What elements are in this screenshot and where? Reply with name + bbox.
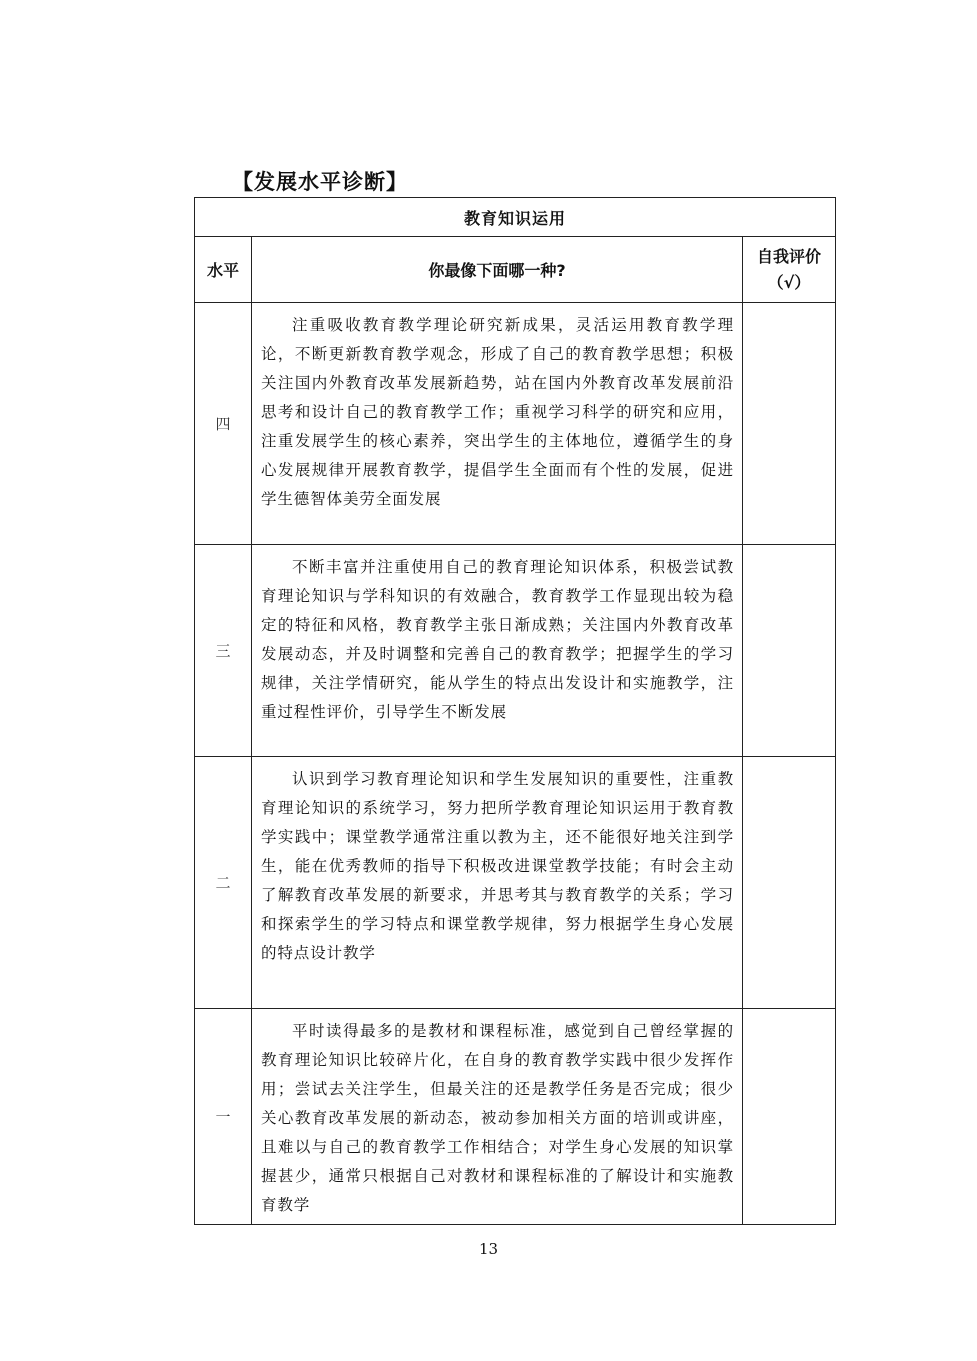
header-self-eval-line1: 自我评价 [757,246,822,266]
page-number: 13 [478,1240,499,1258]
level-cell: 三 [195,545,252,757]
description-cell: 不断丰富并注重使用自己的教育理论知识体系，积极尝试教育理论知识与学科知识的有效融合，教育教学工作显现出较为稳定的特征和风格，教育教学主张日渐成熟；关注国内外教育改革发展动态，并及时调整和完善自己的教育教学；把握学生的学习规律，关注学情研究，能从学生的特点出发设计和实施教学，注重过程性评价，引导学生不断发展 [252,545,743,757]
table-title-row [195,198,836,237]
description-cell: 平时读得最多的是教材和课程标准，感觉到自己曾经掌握的教育理论知识比较碎片化，在自身的教育教学实践中很少发挥作用；尝试去关注学生，但最关注的还是教学任务是否完成；很少关心教育改革发展的新动态，被动参加相关方面的培训或讲座，且难以与自己的教育教学工作相结合；对学生身心发展的知识掌握甚少，通常只根据自己对教材和课程标准的了解设计和实施教育教学 [252,1009,743,1225]
table-row [195,757,836,1009]
section-heading: 【发展水平诊断】 [232,170,408,194]
header-self-eval [743,237,836,303]
table-header-row [195,237,836,303]
header-self-eval-line2: （√） [767,272,811,292]
table-title: 教育知识运用 [195,198,836,237]
self-eval-cell[interactable] [743,1009,836,1225]
self-eval-cell[interactable] [743,545,836,757]
level-cell: 四 [195,303,252,545]
self-eval-cell[interactable] [743,757,836,1009]
header-question: 你最像下面哪一种? [252,237,743,303]
level-cell: 二 [195,757,252,1009]
level-cell: 一 [195,1009,252,1225]
table-row [195,1009,836,1225]
table-row [195,303,836,545]
diagnosis-table [194,197,836,1225]
header-level: 水平 [195,237,252,303]
description-cell: 注重吸收教育教学理论研究新成果，灵活运用教育教学理论，不断更新教育教学观念，形成了自己的教育教学思想；积极关注国内外教育改革发展新趋势，站在国内外教育改革发展前沿思考和设计自己的教育教学工作；重视学习科学的研究和应用，注重发展学生的核心素养，突出学生的主体地位，遵循学生的身心发展规律开展教育教学，提倡学生全面而有个性的发展，促进学生德智体美劳全面发展 [252,303,743,545]
description-cell: 认识到学习教育理论知识和学生发展知识的重要性，注重教育理论知识的系统学习，努力把所学教育理论知识运用于教育教学实践中；课堂教学通常注重以教为主，还不能很好地关注到学生，能在优秀教师的指导下积极改进课堂教学技能；有时会主动了解教育改革发展的新要求，并思考其与教育教学的关系；学习和探索学生的学习特点和课堂教学规律，努力根据学生身心发展的特点设计教学 [252,757,743,1009]
table-row [195,545,836,757]
self-eval-cell[interactable] [743,303,836,545]
